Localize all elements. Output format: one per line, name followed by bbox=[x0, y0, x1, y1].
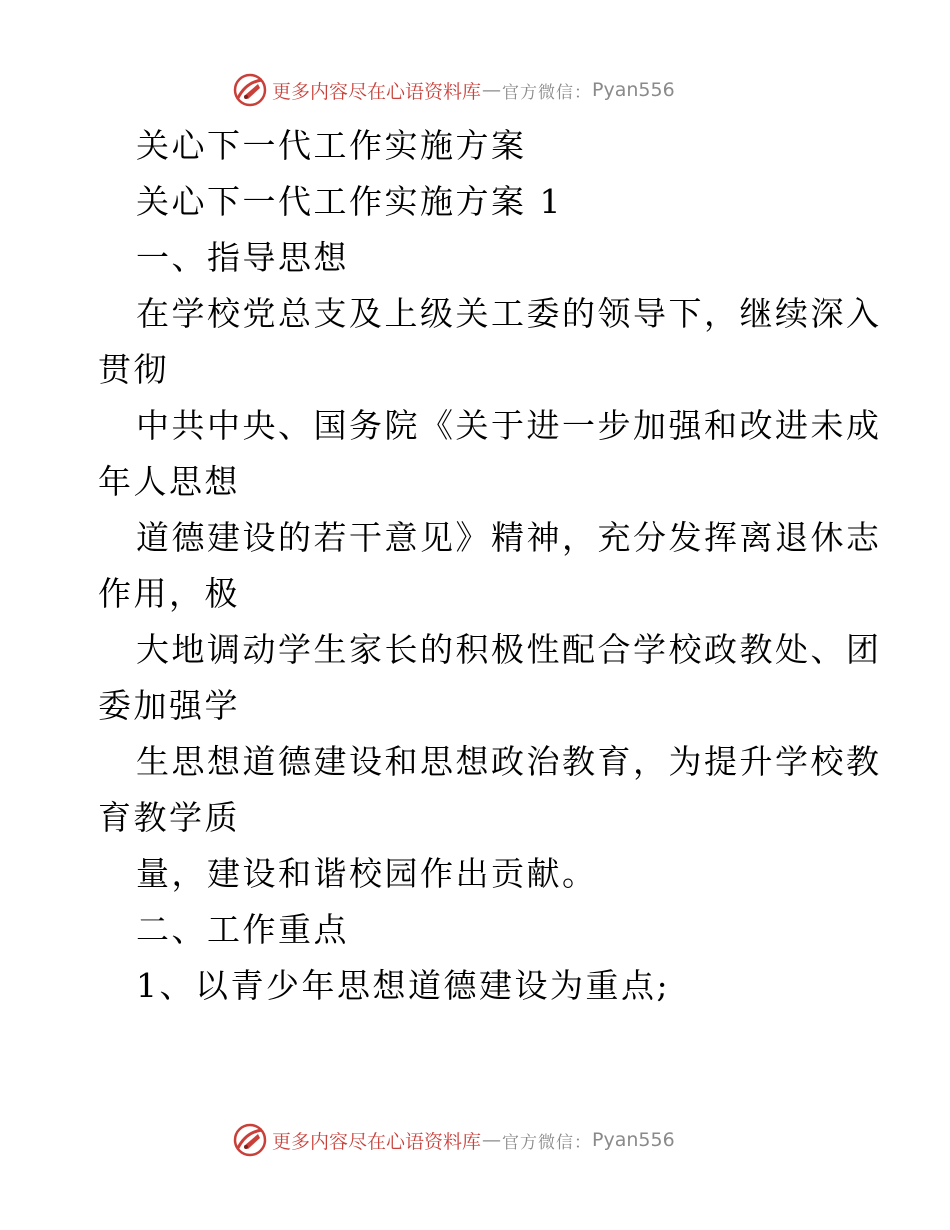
text-line: 关心下一代工作实施方案 bbox=[136, 126, 527, 165]
watermark-wechat-id: Pyan556 bbox=[592, 1129, 675, 1151]
pen-logo-icon bbox=[232, 1122, 268, 1158]
watermark-wechat-label: 官方微信： bbox=[502, 1132, 593, 1153]
document-body bbox=[98, 118, 882, 1014]
text-line: 二、工作重点 bbox=[136, 910, 349, 949]
watermark-dash: — bbox=[482, 1129, 502, 1151]
text-line: 委加强学 bbox=[98, 686, 240, 725]
watermark-main-text: 更多内容尽在心语资料库 bbox=[272, 1130, 482, 1153]
text-line: 年人思想 bbox=[98, 462, 240, 501]
text-line: 1、以青少年思想道德建设为重点; bbox=[136, 966, 671, 1005]
watermark-wechat-label: 官方微信： bbox=[502, 82, 593, 103]
text-line: 生思想道德建设和思想政治教育，为提升学校教 bbox=[136, 742, 882, 781]
text-line: 一、指导思想 bbox=[136, 238, 349, 277]
watermark-dash: — bbox=[482, 79, 502, 101]
footer-watermark bbox=[232, 1120, 675, 1160]
text-line: 道德建设的若干意见》精神，充分发挥离退休志 bbox=[136, 518, 882, 557]
header-watermark bbox=[232, 70, 675, 110]
text-line: 在学校党总支及上级关工委的领导下，继续深入 bbox=[136, 294, 882, 333]
text-line: 量，建设和谐校园作出贡献。 bbox=[136, 854, 598, 893]
text-line: 关心下一代工作实施方案 1 bbox=[136, 182, 563, 221]
text-line: 中共中央、国务院《关于进一步加强和改进未成 bbox=[136, 406, 882, 445]
watermark-main-text: 更多内容尽在心语资料库 bbox=[272, 80, 482, 103]
text-line: 育教学质 bbox=[98, 798, 240, 837]
text-line: 作用，极 bbox=[98, 574, 240, 613]
text-line: 贯彻 bbox=[98, 350, 169, 389]
watermark-wechat-id: Pyan556 bbox=[592, 79, 675, 101]
text-line: 大地调动学生家长的积极性配合学校政教处、团 bbox=[136, 630, 882, 669]
pen-logo-icon bbox=[232, 72, 268, 108]
